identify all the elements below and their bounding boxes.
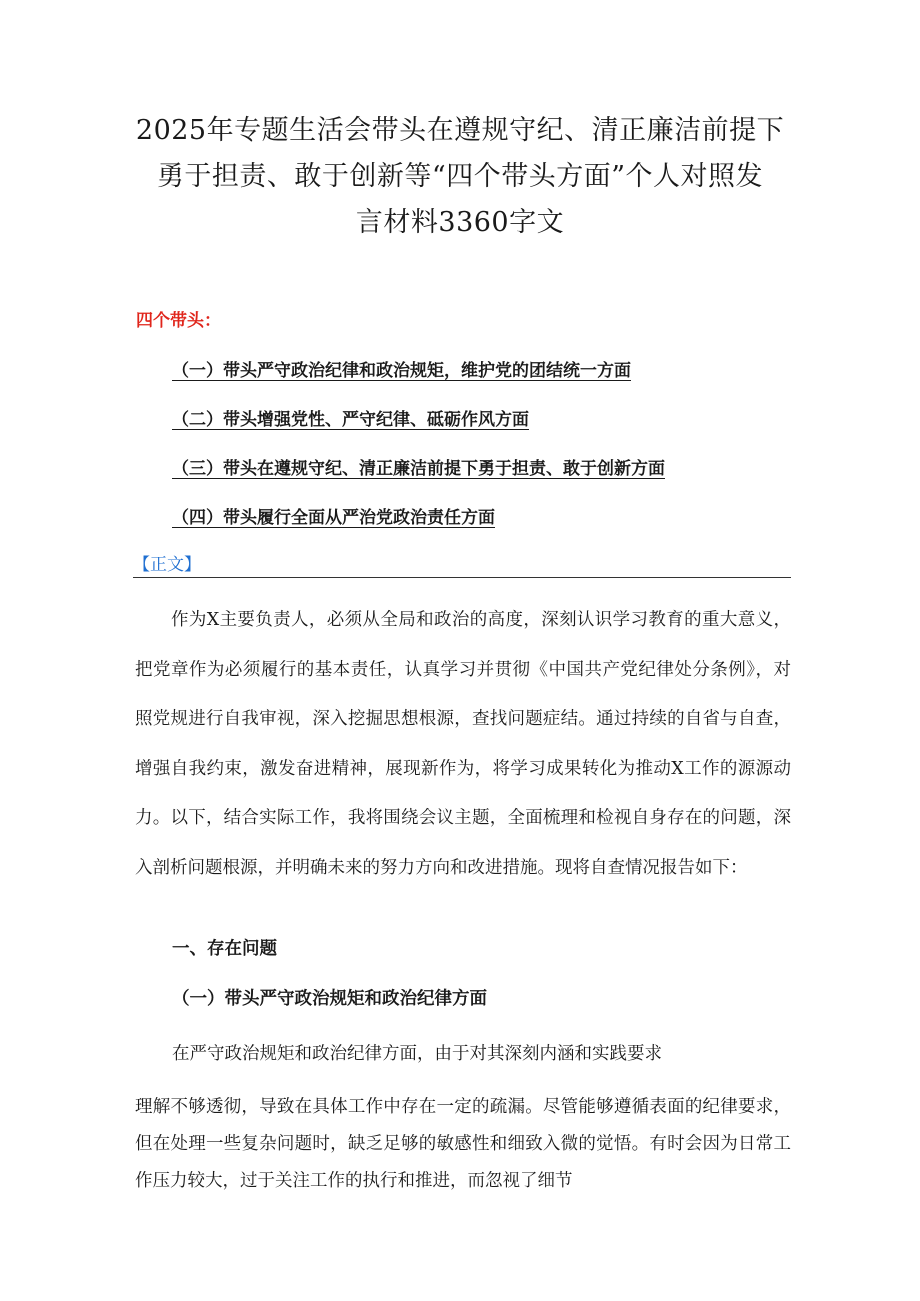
title-line-1: 2025年专题生活会带头在遵规守纪、清正廉洁前提下	[135, 115, 785, 146]
four-heads-item-1: （一）带头严守政治纪律和政治规矩，维护党的团结统一方面	[172, 361, 631, 381]
intro-paragraph: 作为X主要负责人，必须从全局和政治的高度，深刻认识学习教育的重大意义，把党章作为必须履行的基本责任，认真学习并贯彻《中国共产党纪律处分条例》，对照党规进行自我审视，深入挖掘思想根源，查找问题症结。通过持续的自省与自查，增强自我约束，激发奋进精神，展现新作为，将学习成果转化为推动X工作的源源动力。以下，结合实际工作，我将围绕会议主题，全面梳理和检视自身存在的问题，深入剖析问题根源，并明确未来的努力方向和改进措施。现将自查情况报告如下：	[135, 610, 791, 878]
four-heads-label: 四个带头：	[136, 311, 221, 331]
subheading-political-rules: （一）带头严守政治规矩和政治纪律方面	[172, 989, 487, 1009]
title-line-3: 言材料3360字文	[355, 207, 565, 238]
title-line-2: 勇于担责、敢于创新等“四个带头方面”个人对照发	[156, 161, 764, 192]
four-heads-item-2: （二）带头增强党性、严守纪律、砥砺作风方面	[172, 410, 529, 430]
section-divider	[133, 577, 791, 578]
heading-existing-problems: 一、存在问题	[172, 939, 277, 959]
four-heads-item-4: （四）带头履行全面从严治党政治责任方面	[172, 508, 495, 528]
section-tag-main-text: 【正文】	[133, 555, 201, 575]
paragraph-2-continued: 理解不够透彻，导致在具体工作中存在一定的疏漏。尽管能够遵循表面的纪律要求，但在处理一些复杂问题时，缺乏足够的敏感性和细致入微的觉悟。有时会因为日常工作压力较大，过于关注工作的执行和推进，而忽视了细节	[135, 1097, 791, 1191]
four-heads-item-3: （三）带头在遵规守纪、清正廉洁前提下勇于担责、敢于创新方面	[172, 459, 665, 479]
paragraph-2-first-line: 在严守政治规矩和政治纪律方面，由于对其深刻内涵和实践要求	[172, 1044, 662, 1064]
document-title	[110, 108, 810, 246]
